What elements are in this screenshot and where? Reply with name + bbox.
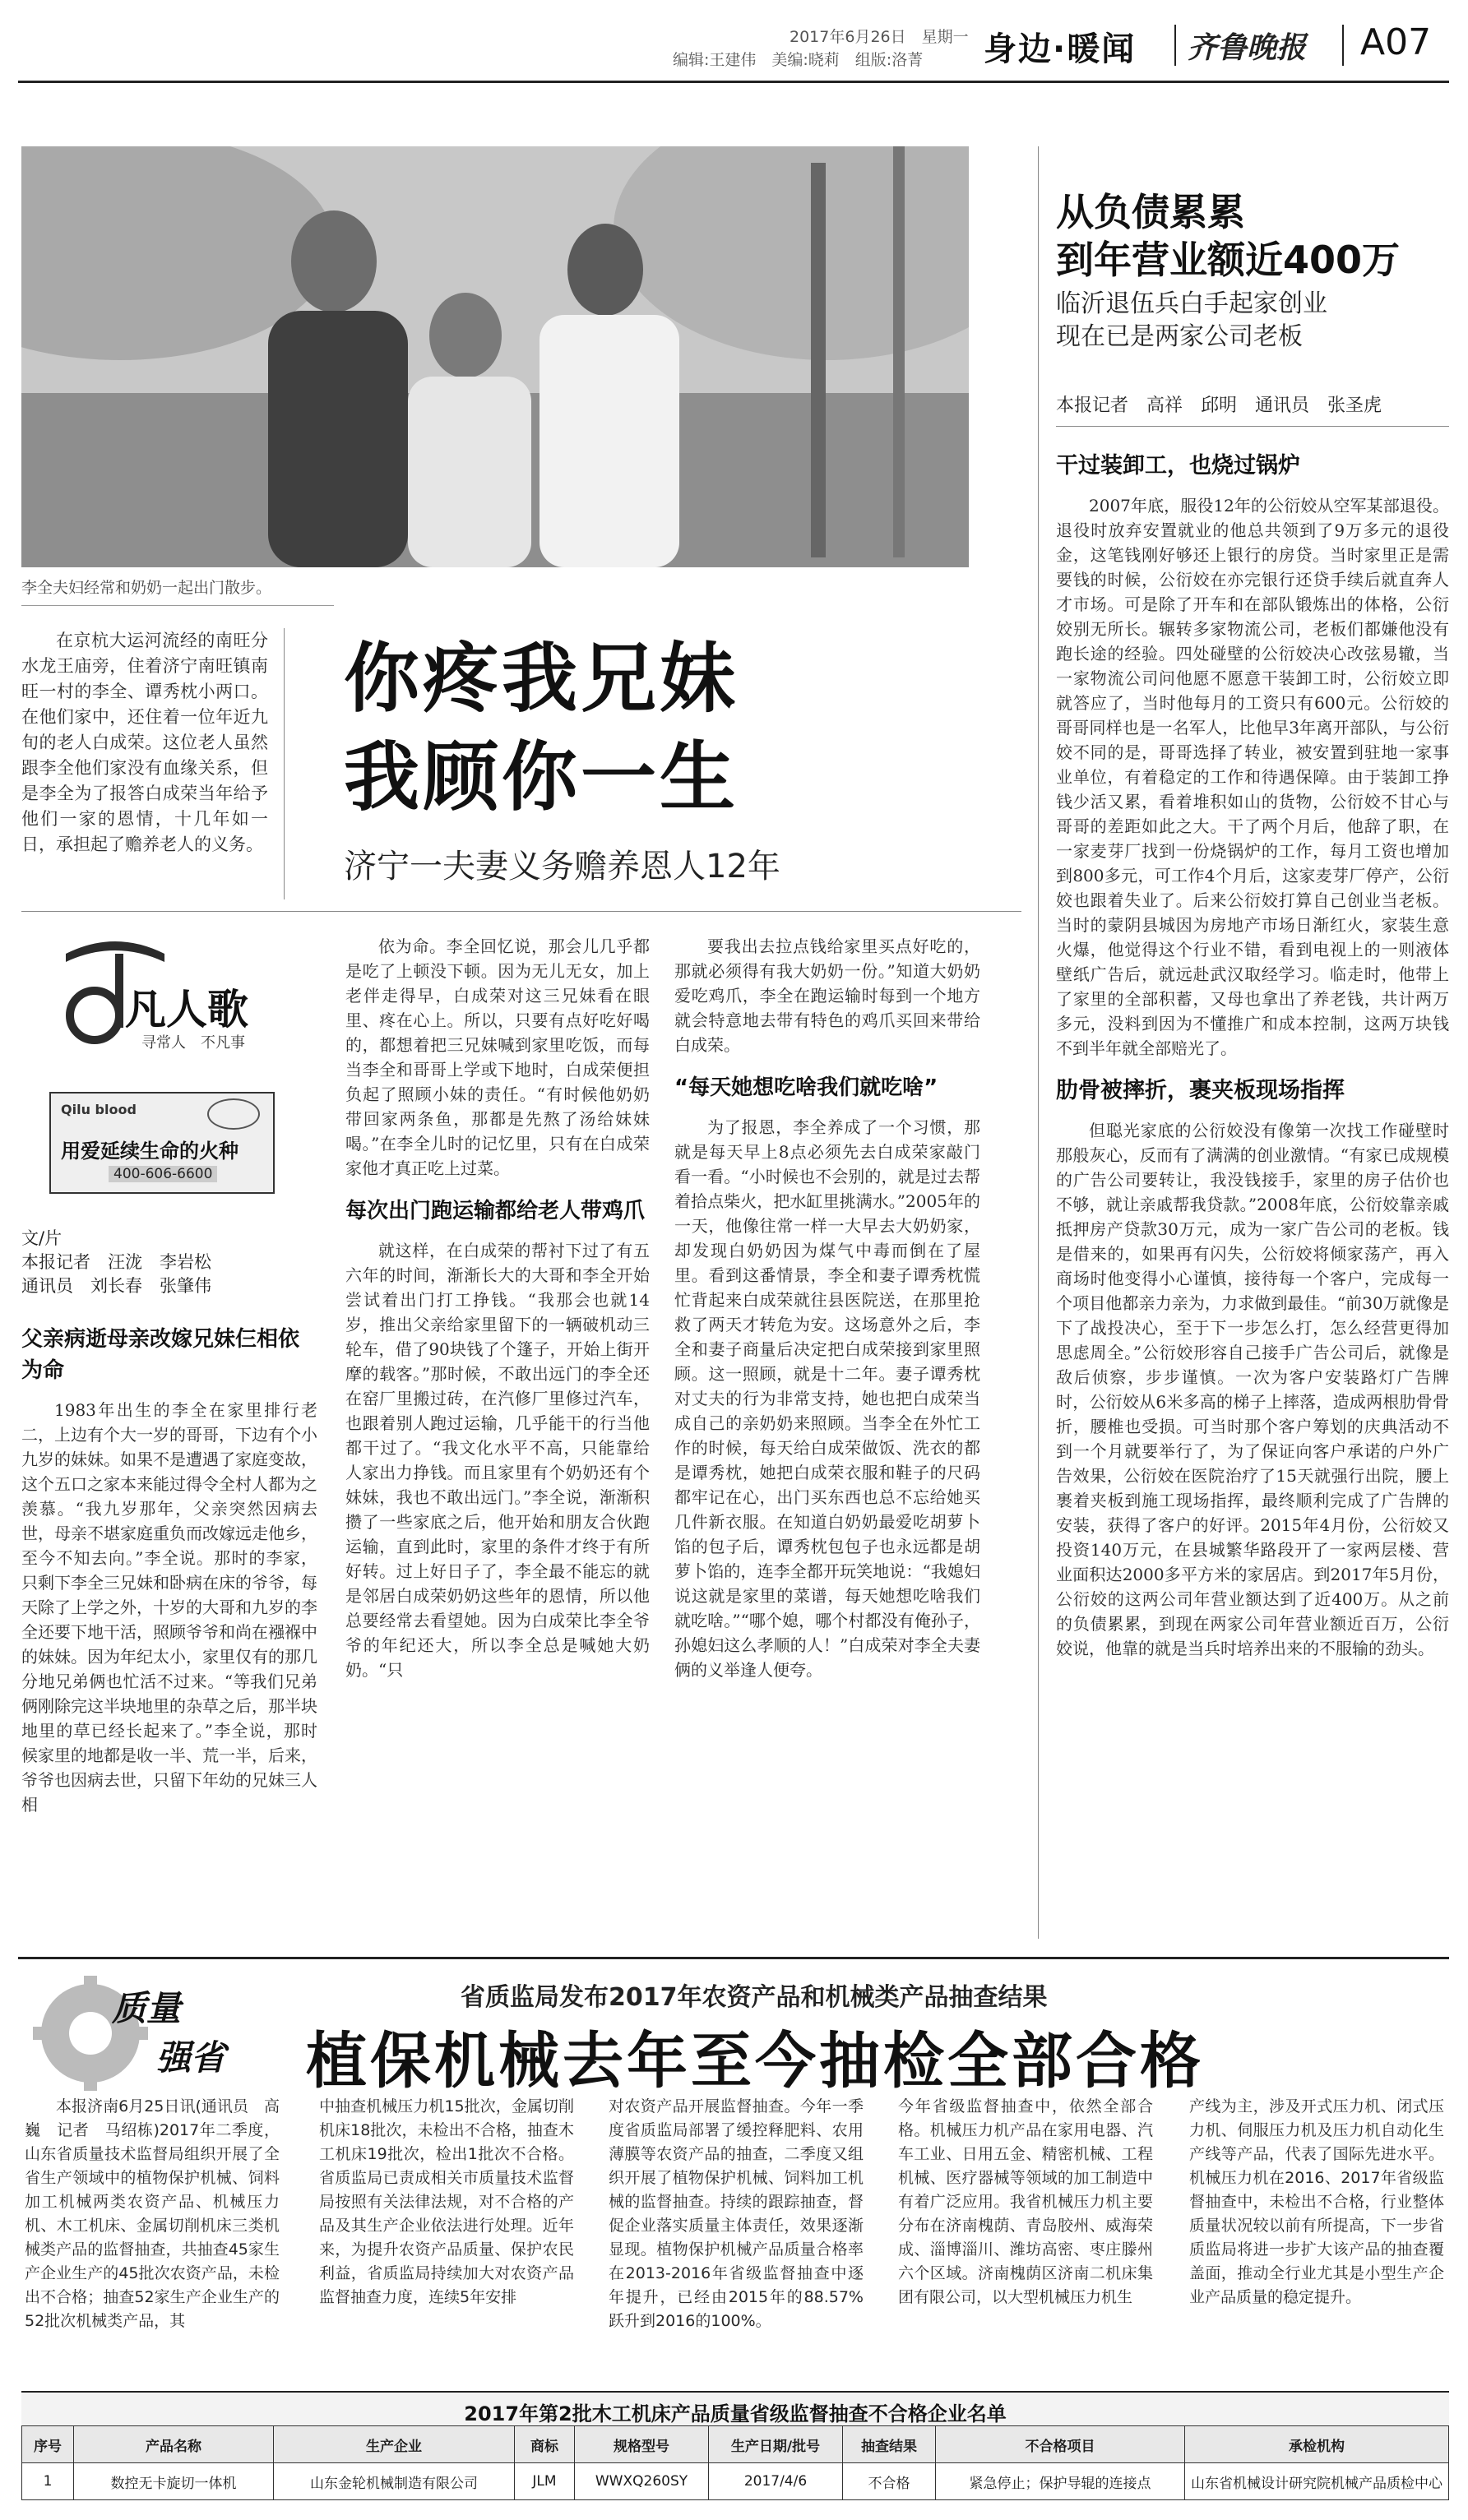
quality-badge — [33, 1972, 271, 2095]
story2-text-2 — [1056, 1118, 1449, 1661]
story2-credits: 本报记者 高祥 邱明 通讯员 张圣虎 — [1056, 395, 1382, 416]
sponsor-emblem-icon — [207, 1098, 260, 1130]
story2-paragraph-2: 但聪光家底的公衍姣没有像第一次找工作碰壁时那般灰心，反而有了满满的创业激情。“有家已成规模的广告公司要转让，我没钱接手，家里的房子估价也不够，就让亲戚帮我贷款。”2008年底，公衍姣靠亲戚抵押房产贷款30万元，成为一家广告公司的老板。钱是借来的，如果再有闪失，公衍姣将倾家荡产，再入商场时他变得小心谨慎，接待每一个客户，完成每一个项目他都亲力亲为，力求做到最佳。“前30万就像是下了战投决心，至于下一步怎么打，怎么经营更得加思虑周全。”公衍姣形容自己接手广告公司后，就像是敌后侦察，步步谨慎。一次为客户安装路灯广告牌时，公衍姣从6米多高的梯子上摔落，造成两根肋骨骨折，腰椎也受损。可当时那个客户筹划的庆典活动不到一个月就要举行了，为了保证向客户承诺的户外广告效果，公衍姣在医院治疗了15天就强行出院，腰上裹着夹板到施工现场指挥，最终顺利完成了广告牌的安装，获得了客户的好评。2015年4月份，公衍姣又投资140万元，在县城繁华路段开了一家两层楼、营业面积达2000多平方米的家居店。到2017年5月份，公衍姣的这两公司年营业额达到了近400万。从之前的负债累累，到现在两家公司年营业额近百万，公衍姣说，他靠的就是当兵时培养出来的不服输的劲头。 — [1056, 1121, 1449, 1658]
story2-column — [1056, 451, 1449, 1939]
story1-col3-paragraph-b: 为了报恩，李全养成了一个习惯，那就是每天早上8点必须先去白成荣家敲门看一看。“小时候也不会别的，就是过去帮着拾点柴火，把水缸里挑满水。”2005年的一天，他像往常一样一大早去大奶奶家，却发现白奶奶因为煤气中毒而倒在了屋里。看到这番情景，李全和妻子谭秀枕慌忙背起来白成荣就往县医院送，在那里抢救了两天才转危为安。这场意外之后，李全和妻子商量后决定把白成荣接到家里照顾。这一照顾，就是十二年。妻子谭秀枕对丈夫的行为非常支持，她也把白成荣当成自己的亲奶奶来照顾。当李全在外忙工作的时候，每天给白成荣做饭、洗衣的都是谭秀枕，她把白成荣衣服和鞋子的尺码都牢记在心，出门买东西也总不忘给她买几件新衣服。在知道白奶奶最爱吃胡萝卜馅的包子后，谭秀枕包包子也永远都是胡萝卜馅的，连李全都开玩笑地说：“我媳妇说这就是家里的菜谱，每天她想吃啥我们就吃啥。”“哪个媳，哪个村都没有俺孙子，孙媳妇这么孝顺的人！”白成荣对李全夫妻俩的义举逢人便夸。 — [674, 1117, 980, 1680]
header-editors: 编辑:王建伟 美编:晓莉 组版:洛菁 — [673, 51, 924, 69]
story1-column-1 — [21, 1324, 317, 1939]
section-title: 身边·暖闻 — [984, 30, 1137, 68]
table-cell: 2017/4/6 — [709, 2463, 843, 2500]
story2-subtitle-line2: 现在已是两家公司老板 — [1056, 322, 1303, 351]
table-cell: 不合格 — [843, 2463, 936, 2500]
story2-text-1 — [1056, 493, 1449, 1061]
header-cell: 产品名称 — [74, 2426, 274, 2463]
story3-col-2 — [319, 2095, 574, 2383]
header-rule — [18, 81, 1449, 83]
table-cell: JLM — [515, 2463, 575, 2500]
story1-lead — [21, 628, 268, 858]
sponsor-phone: 400-606-6600 — [109, 1166, 217, 1182]
story3-top-rule — [18, 1957, 1449, 1959]
brand-logo: 齐鲁晚报 — [1188, 30, 1307, 65]
story-photo — [21, 146, 969, 567]
story1-title-line1: 你疼我兄妹 — [344, 635, 739, 723]
story3-col2-text: 中抽查机械压力机15批次，金属切削机床18批次，未检出不合格，抽查木工机床19批次，检出1批次不合格。省质监局已责成相关市质量技术监督局按照有关法律法规，对不合格的产品及其生产企业依法进行处理。近年来，为提升农资产品质量、保护农民利益，省质监局持续加大对农资产品监督抽查力度，连续5年安排 — [319, 2097, 574, 2306]
story1-col1-body — [21, 1398, 317, 1817]
badge-line-2: 强省 — [156, 2037, 226, 2078]
photo-caption: 李全夫妇经常和奶奶一起出门散步。 — [21, 579, 272, 597]
story2-subheading-2: 肋骨被摔折，裹夹板现场指挥 — [1056, 1078, 1345, 1103]
table-cell: 紧急停止；保护导辊的连接点 — [936, 2463, 1185, 2500]
caption-rule — [21, 605, 334, 606]
story2-title-line2: 到年营业额近400万 — [1056, 238, 1401, 282]
story1-col2-body-b — [345, 1238, 650, 1682]
story1-col2-body-a — [345, 934, 650, 1181]
story2-title-line1: 从负债累累 — [1056, 190, 1245, 234]
story-divider-vertical — [1038, 146, 1039, 1939]
story1-subheading-2: 每次出门跑运输都给老人带鸡爪 — [345, 1199, 646, 1223]
story1-column-3 — [674, 934, 980, 1939]
story3-col5-text: 产线为主，涉及开式压力机、闭式压力机、伺服压力机及压力机自动化生产线等产品，代表了国际先进水平。机械压力机在2016、2017年省级监督抽查中，未检出不合格，行业整体质量状况较以前有所提高，下一步省质监局将进一步扩大该产品的抽查覆盖面，推动全行业尤其是小型生产企业产品质量的稳定提升。 — [1189, 2097, 1444, 2306]
header-cell: 生产企业 — [274, 2426, 515, 2463]
photo-illustration — [21, 146, 969, 567]
story3-col-4 — [898, 2095, 1153, 2383]
story1-col3-paragraph-a: 要我出去拉点钱给家里买点好吃的，那就必须得有我大奶奶一份。”知道大奶奶爱吃鸡爪，李全在跑运输时每到一个地方就会特意地去带有特色的鸡爪买回来带给白成荣。 — [674, 936, 980, 1055]
table-cell: 山东省机械设计研究院机械产品质检中心 — [1185, 2463, 1449, 2500]
story3-col3-text: 对农资产品开展监督抽查。今年一季度省质监局部署了缓控释肥料、农用薄膜等农资产品的抽查，二季度又组织开展了植物保护机械、饲料加工机械的监督抽查。持续的跟踪抽查，督促企业落实质量主体责任，效果逐渐显现。植物保护机械产品质量合格率在2013-2016年省级监督抽查中逐年提升，已经由2015年的88.57%跃升到2016的100%。 — [609, 2097, 864, 2330]
header-cell: 生产日期/批号 — [709, 2426, 843, 2463]
header-cell: 抽查结果 — [843, 2426, 936, 2463]
page-number: A07 — [1360, 21, 1432, 63]
story1-title-rule — [21, 911, 1021, 912]
story2-subheading-1: 干过装卸工，也烧过锅炉 — [1056, 453, 1300, 479]
column-logo — [49, 929, 271, 1085]
story1-title-line2: 我顾你一生 — [344, 733, 739, 821]
header-date: 2017年6月26日 星期一 — [790, 28, 969, 46]
table-cell: 山东金轮机械制造有限公司 — [274, 2463, 515, 2500]
header-cell: 商标 — [515, 2426, 575, 2463]
header-cell: 序号 — [22, 2426, 74, 2463]
story3-col4-text: 今年省级监督抽查中，依然全部合格。机械压力机产品在家用电器、汽车工业、日用五金、精密机械、工程机械、医疗器械等领域的加工制造中有着广泛应用。我省机械压力机主要分布在济南槐荫、青岛胶州、威海荣成、淄博淄川、潍坊高密、枣庄滕州六个区域。济南槐荫区济南二机床集团有限公司，以大型机械压力机生 — [898, 2097, 1153, 2306]
credit-line-3: 通讯员 刘长春 张肇伟 — [21, 1276, 211, 1296]
story2-paragraph-1: 2007年底，服役12年的公衍姣从空军某部退役。退役时放弃安置就业的他总共领到了9万多元的退役金，这笔钱刚好够还上银行的房贷。当时家里正是需要钱的时候，公衍姣在亦完银行还贷手续后就直奔人才市场。可是除了开车和在部队锻炼出的体格，公衍姣别无所长。辗转多家物流公司，老板们都嫌他没有跑长途的经验。四处碰壁的公衍姣决心改弦易辙，当一家物流公司问他愿不愿意干装卸工时，公衍姣立即就答应了，当时他每月的工资只有600元。公衍姣的哥哥同样也是一名军人，比他早3年离开部队，与公衍姣不同的是，哥哥选择了转业，被安置到驻地一家事业单位，有着稳定的工作和待遇保障。由于装卸工挣钱少活又累，看着堆积如山的货物，公衍姣不甘心与哥哥的差距如此之大。干了两个月后，他辞了职，在一家麦芽厂找到一份烧锅炉的工作，每月工资也增加到800多元，可工作4个月后，这家麦芽厂停产，公衍姣也跟着失业了。后来公衍姣打算自己创业当老板。当时的蒙阴县城因为房地产市场日渐红火，家装生意火爆，他觉得这个行业不错，看到电视上的一则液体壁纸广告后，就远赴武汉取经学习。临走时，他带上了家里的全部积蓄，又母也拿出了养老钱，共计两万多元，没料到因为不懂推广和成本控制，这两万块钱不到半年就全部赔光了。 — [1056, 496, 1449, 1058]
table-header-row — [22, 2426, 1449, 2463]
story2-credits-rule — [1056, 426, 1449, 427]
sponsor-slogan: 用爱延续生命的火种 — [61, 1140, 238, 1163]
story3-col1-text: 本报济南6月25日讯(通讯员 高巍 记者 马绍栋)2017年二季度，山东省质量技术监督局组织开展了全省生产领域中的植物保护机械、饲料加工机械两类农资产品、机械压力机、木工机床、金属切削机床三类机械类产品的监督抽查，共抽查45家生产企业生产的45批次农资产品，未检出不合格；抽查52家生产企业生产的52批次机械类产品，其 — [25, 2097, 280, 2330]
story1-col1-paragraph: 1983年出生的李全在家里排行老二，上边有个大一岁的哥哥，下边有个小九岁的妹妹。如果不是遭遇了家庭变故，这个五口之家本来能过得令全村人都为之羡慕。“我九岁那年，父亲突然因病去世，母亲不堪家庭重负而改嫁远走他乡，至今不知去向。”李全说。那时的李家，只剩下李全三兄妹和卧病在床的爷爷，每天除了上学之外，十岁的大哥和九岁的李全还要下地干活，照顾爷爷和尚在襁褓中的妹妹。因为年纪太小，家里仅有的那几分地兄弟俩也忙活不过来。“等我们兄弟俩刚除完这半块地里的杂草之后，那半块地里的草已经长起来了。”李全说，那时候家里的地都是收一半、荒一半，后来，爷爷也因病去世，只留下年幼的兄妹三人相 — [21, 1400, 317, 1815]
credit-line-2: 本报记者 汪泷 李岩松 — [21, 1252, 211, 1272]
table-cell: 1 — [22, 2463, 74, 2500]
table-cell: WWXQ260SY — [575, 2463, 709, 2500]
story1-col3-body-a — [674, 934, 980, 1057]
header-cell: 承检机构 — [1185, 2426, 1449, 2463]
story3-col-1 — [25, 2095, 280, 2383]
sponsor-box — [49, 1092, 275, 1194]
story1-lead-text: 在京杭大运河流经的南旺分水龙王庙旁，住着济宁南旺镇南旺一村的李全、谭秀枕小两口。在他们家中，还住着一位年近九旬的老人白成荣。这位老人虽然跟李全他们家没有血缘关系，但是李全为了报答白成荣当年给予他们一家的恩情，十几年如一日，承担起了赡养老人的义务。 — [21, 631, 268, 854]
table-row — [22, 2463, 1449, 2500]
table-title: 2017年第2批木工机床产品质量省级监督抽查不合格企业名单 — [21, 2391, 1449, 2432]
story1-subtitle: 济宁一夫妻义务赡养恩人12年 — [344, 848, 780, 885]
story1-subheading-3: “每天她想吃啥我们就吃啥” — [674, 1075, 938, 1100]
story1-col2-paragraph-b: 就这样，在白成荣的帮衬下过了有五六年的时间，渐渐长大的大哥和李全开始尝试着出门打工挣钱。“我那会也就14岁，推出父亲给家里留下的一辆破机动三轮车，借了90块钱了个篷子，开始上街开摩的载客。”那时候，不敢出远门的李全还在窑厂里搬过砖，在汽修厂里修过汽车，也跟着别人跑过运输，几乎能干的行当他都干过了。“我文化水平不高，只能靠给人家出力挣钱。而且家里有个奶奶还有个妹妹，我也不敢出远门。”李全说，渐渐积攒了一些家底之后，他开始和朋友合伙跑运输，直到此时，家里的条件才终于有所好转。过上好日子了，李全最不能忘的就是邻居白成荣奶奶这些年的恩情，所以他总要经常去看望她。因为白成荣比李全爷爷的年纪还大，所以李全总是喊她大奶奶。“只 — [345, 1241, 650, 1680]
story1-col2-paragraph-a: 依为命。李全回忆说，那会儿几乎都是吃了上顿没下顿。因为无儿无女，加上老伴走得早，白成荣对这三兄妹看在眼里、疼在心上。所以，只要有点好吃好喝的，都想着把三兄妹喊到家里吃饭，而每当李全和哥哥上学或下地时，白成荣便担负起了照顾小妹的责任。“有时候他奶奶带回家两条鱼，那都是先熬了汤给妹妹喝。”在李全儿时的记忆里，只有在白成荣家他才真正吃上过菜。 — [345, 936, 650, 1178]
story1-column-2 — [345, 934, 650, 1939]
story1-col3-body-b — [674, 1115, 980, 1682]
header-cell: 不合格项目 — [936, 2426, 1185, 2463]
story1-subheading-1: 父亲病逝母亲改嫁兄妹仨相依为命 — [21, 1327, 300, 1383]
story1-credits — [21, 1227, 211, 1298]
results-table — [21, 2425, 1449, 2500]
header-cell: 规格型号 — [575, 2426, 709, 2463]
logo-subtitle: 寻常人 不凡事 — [141, 1034, 245, 1052]
story3-pre-title: 省质监局发布2017年农资产品和机械类产品抽查结果 — [461, 1983, 1048, 2012]
credit-line-1: 文/片 — [21, 1228, 63, 1248]
lead-divider — [284, 628, 285, 899]
story3-title: 植保机械去年至今抽检全部合格 — [306, 2026, 1204, 2097]
table-cell: 数控无卡旋切一体机 — [74, 2463, 274, 2500]
badge-line-1: 质量 — [112, 1988, 182, 2028]
story2-subtitle-line1: 临沂退伍兵白手起家创业 — [1056, 289, 1327, 318]
logo-title: 凡人歌 — [125, 986, 248, 1033]
story3-col-3 — [609, 2095, 864, 2383]
story3-col-5 — [1189, 2095, 1444, 2383]
sponsor-name: Qilu blood — [61, 1102, 137, 1117]
header-divider-1 — [1174, 25, 1176, 66]
header-divider-2 — [1342, 25, 1344, 66]
